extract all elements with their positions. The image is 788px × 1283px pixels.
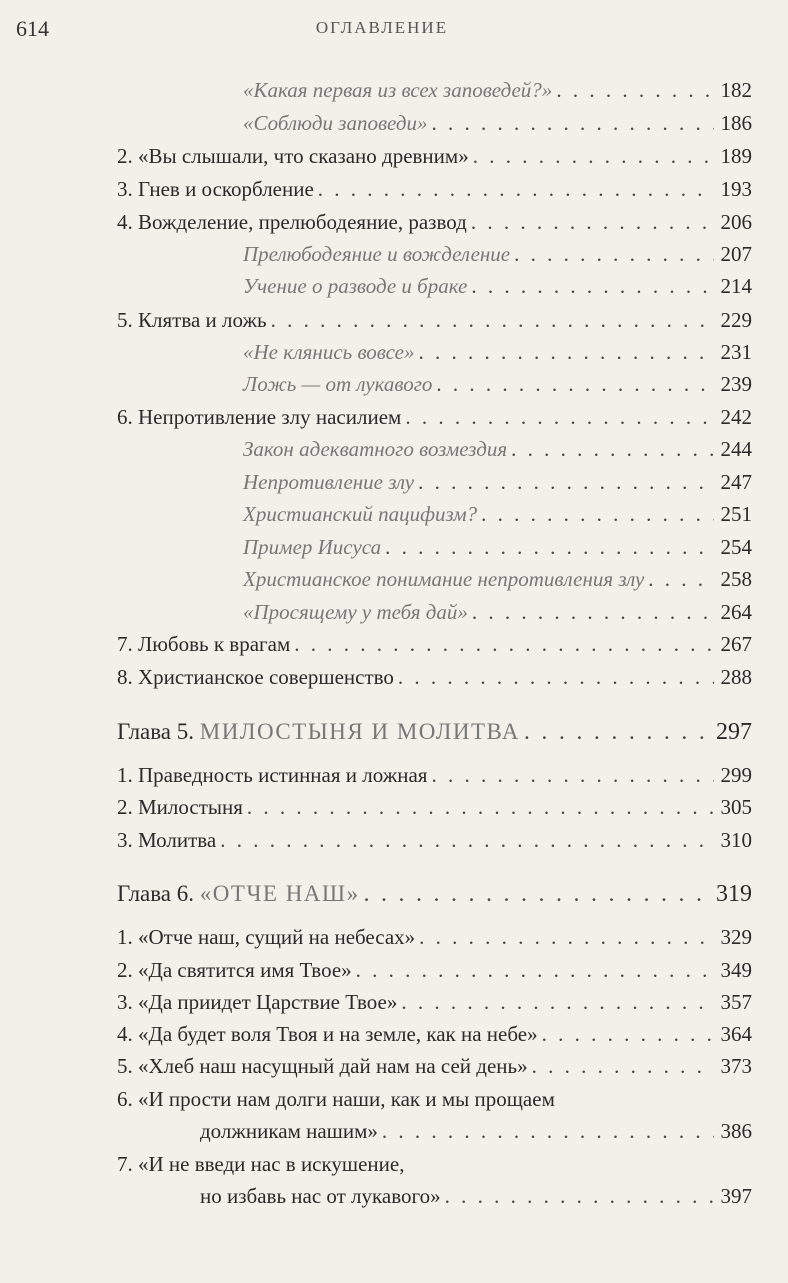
toc-title: Непротивление злу bbox=[243, 470, 415, 494]
toc-title: «Просящему у тебя дай» bbox=[243, 600, 468, 624]
chapter-name: «ОТЧЕ НАШ» bbox=[199, 881, 360, 906]
chapter-name: МИЛОСТЫНЯ И МОЛИТВА bbox=[199, 719, 521, 744]
toc-subentry bbox=[243, 531, 752, 563]
toc-page: 297 bbox=[716, 719, 752, 745]
toc-title: 1. Праведность истинная и ложная bbox=[117, 763, 428, 787]
dot-leader bbox=[472, 596, 714, 628]
toc-title: «Соблюди заповеди» bbox=[243, 111, 428, 135]
toc-subentry bbox=[243, 107, 752, 139]
toc-title: 3. «Да приидет Царствие Твое» bbox=[117, 990, 398, 1014]
toc-title: Учение о разводе и браке bbox=[243, 274, 468, 298]
toc-page: 258 bbox=[720, 567, 752, 591]
toc-page: 299 bbox=[720, 763, 752, 787]
dot-leader bbox=[419, 921, 714, 953]
dot-leader bbox=[247, 791, 714, 823]
toc-section-continued bbox=[200, 1115, 752, 1147]
page-header bbox=[16, 16, 748, 48]
toc-section bbox=[117, 1050, 752, 1082]
toc-page: 189 bbox=[720, 144, 752, 168]
toc-page: 349 bbox=[720, 958, 752, 982]
dot-leader bbox=[398, 661, 714, 693]
dot-leader bbox=[418, 466, 714, 498]
toc-page: 357 bbox=[720, 990, 752, 1014]
dot-leader bbox=[445, 1180, 714, 1212]
toc-page: 319 bbox=[716, 881, 752, 907]
toc-title: 2. «Вы слышали, что сказано древним» bbox=[117, 144, 469, 168]
toc-page: 267 bbox=[720, 632, 752, 656]
dot-leader bbox=[648, 563, 714, 595]
toc-title: Закон адекватного возмездия bbox=[243, 437, 508, 461]
toc-page: 364 bbox=[720, 1022, 752, 1046]
toc-title: Христианское понимание непротивления злу bbox=[243, 567, 645, 591]
toc-subentry bbox=[243, 596, 752, 628]
dot-leader bbox=[542, 1018, 714, 1050]
toc-subentry bbox=[243, 368, 752, 400]
dot-leader bbox=[431, 107, 714, 139]
dot-leader bbox=[481, 498, 714, 530]
toc-title-continued: должникам нашим» bbox=[200, 1119, 378, 1143]
dot-leader bbox=[556, 74, 714, 106]
toc-title: «Не клянись вовсе» bbox=[243, 340, 415, 364]
dot-leader bbox=[220, 824, 714, 856]
toc-section bbox=[117, 986, 752, 1018]
toc-section bbox=[117, 1018, 752, 1050]
dot-leader bbox=[532, 1050, 714, 1082]
toc-page: 244 bbox=[720, 437, 752, 461]
dot-leader bbox=[471, 206, 714, 238]
toc-title: Пример Иисуса bbox=[243, 535, 382, 559]
toc-subentry bbox=[243, 466, 752, 498]
toc-chapter bbox=[117, 716, 752, 748]
toc-title: 8. Христианское совершенство bbox=[117, 665, 394, 689]
toc-subentry bbox=[243, 238, 752, 270]
dot-leader bbox=[511, 433, 714, 465]
toc-section bbox=[117, 173, 752, 205]
toc-title: 7. Любовь к врагам bbox=[117, 632, 291, 656]
toc-title: Ложь — от лукавого bbox=[243, 372, 433, 396]
dot-leader bbox=[385, 531, 714, 563]
toc-title: 6. Непротивление злу насилием bbox=[117, 405, 402, 429]
toc-subentry bbox=[243, 336, 752, 368]
toc-chapter-title bbox=[117, 716, 520, 748]
toc-page: 373 bbox=[720, 1054, 752, 1078]
toc-title: 5. Клятва и ложь bbox=[117, 308, 267, 332]
toc-subentry bbox=[243, 563, 752, 595]
toc-title: 4. «Да будет воля Твоя и на земле, как на небе» bbox=[117, 1022, 538, 1046]
toc-title: Прелюбодеяние и вожделение bbox=[243, 242, 511, 266]
toc-section bbox=[117, 401, 752, 433]
dot-leader bbox=[514, 238, 714, 270]
toc-page: 214 bbox=[720, 274, 752, 298]
toc-page: 186 bbox=[720, 111, 752, 135]
toc-page: 207 bbox=[720, 242, 752, 266]
toc-section bbox=[117, 661, 752, 693]
dot-leader bbox=[431, 759, 714, 791]
chapter-label: Глава 5. bbox=[117, 719, 195, 744]
dot-leader bbox=[471, 270, 714, 302]
dot-leader bbox=[318, 173, 714, 205]
dot-leader bbox=[473, 140, 714, 172]
toc-subentry bbox=[243, 74, 752, 106]
toc-section bbox=[117, 791, 752, 823]
toc-title: 2. Милостыня bbox=[117, 795, 243, 819]
toc-chapter-title bbox=[117, 878, 360, 910]
toc-subentry bbox=[243, 270, 752, 302]
toc-title: 1. «Отче наш, сущий на небесах» bbox=[117, 925, 416, 949]
toc-page: 310 bbox=[720, 828, 752, 852]
dot-leader bbox=[436, 368, 714, 400]
toc-section bbox=[117, 759, 752, 791]
toc-title: 4. Вожделение, прелюбодеяние, развод bbox=[117, 210, 467, 234]
dot-leader bbox=[356, 954, 714, 986]
toc-page: 242 bbox=[720, 405, 752, 429]
toc-page: 229 bbox=[720, 308, 752, 332]
toc-page: 231 bbox=[720, 340, 752, 364]
toc-page: 264 bbox=[720, 600, 752, 624]
toc-title: 7. «И не введи нас в искушение, bbox=[117, 1152, 405, 1176]
toc-section-continued bbox=[200, 1180, 752, 1212]
dot-leader bbox=[405, 401, 714, 433]
dot-leader bbox=[401, 986, 714, 1018]
toc-page: 182 bbox=[720, 78, 752, 102]
toc-title: 3. Молитва bbox=[117, 828, 217, 852]
toc-subentry bbox=[243, 433, 752, 465]
toc-title: 6. «И прости нам долги наши, как и мы прощаем bbox=[117, 1087, 555, 1111]
toc-page: 397 bbox=[720, 1184, 752, 1208]
toc-title: Христианский пацифизм? bbox=[243, 502, 478, 526]
toc-section bbox=[117, 824, 752, 856]
dot-leader bbox=[524, 716, 712, 748]
toc-page: 254 bbox=[720, 535, 752, 559]
toc-title: 2. «Да святится имя Твое» bbox=[117, 958, 352, 982]
toc-page: 247 bbox=[720, 470, 752, 494]
chapter-label: Глава 6. bbox=[117, 881, 195, 906]
toc-page: 329 bbox=[720, 925, 752, 949]
toc-page: 206 bbox=[720, 210, 752, 234]
toc-section bbox=[117, 206, 752, 238]
toc-page: 305 bbox=[720, 795, 752, 819]
toc-section bbox=[117, 140, 752, 172]
page-number: 614 bbox=[16, 16, 49, 41]
toc-page: 239 bbox=[720, 372, 752, 396]
toc-title: 5. «Хлеб наш насущный дай нам на сей день» bbox=[117, 1054, 528, 1078]
dot-leader bbox=[294, 628, 714, 660]
toc-section bbox=[117, 921, 752, 953]
toc-page: 386 bbox=[720, 1119, 752, 1143]
toc-title-continued: но избавь нас от лукавого» bbox=[200, 1184, 441, 1208]
dot-leader bbox=[271, 304, 714, 336]
toc-section bbox=[117, 954, 752, 986]
toc-page: 288 bbox=[720, 665, 752, 689]
toc-title: 3. Гнев и оскорбление bbox=[117, 177, 314, 201]
toc-title: «Какая первая из всех заповедей?» bbox=[243, 78, 553, 102]
dot-leader bbox=[419, 336, 715, 368]
dot-leader bbox=[364, 878, 712, 910]
toc-section bbox=[117, 304, 752, 336]
toc-section bbox=[117, 628, 752, 660]
toc-page: 251 bbox=[720, 502, 752, 526]
dot-leader bbox=[382, 1115, 714, 1147]
running-head: ОГЛАВЛЕНИЕ bbox=[315, 18, 449, 37]
toc-page: 193 bbox=[720, 177, 752, 201]
toc-chapter bbox=[117, 878, 752, 910]
toc-subentry bbox=[243, 498, 752, 530]
